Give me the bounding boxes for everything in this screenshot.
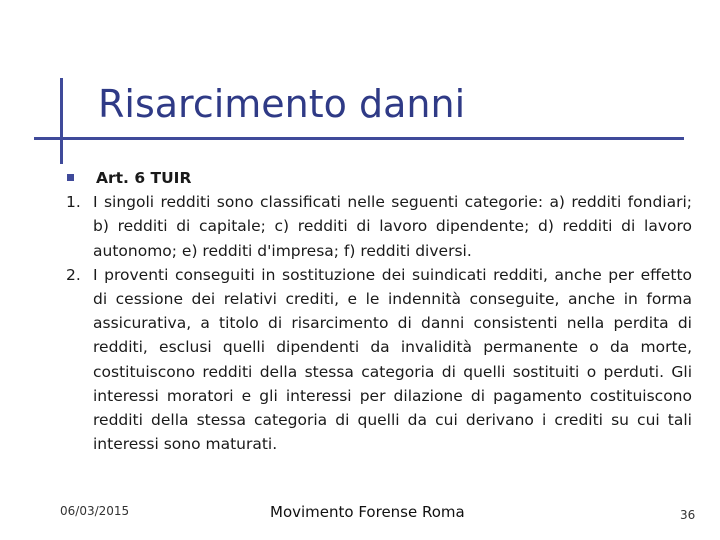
- footer-organization: Movimento Forense Roma: [270, 503, 465, 521]
- title-vertical-rule: [60, 78, 63, 164]
- list-item-text: I proventi conseguiti in sostituzione dei suindicati redditi, anche per effetto di cessione dei relativi crediti, e le indennità conseguite, anche in forma assicurativa, a titolo di risarcimento di danni consistenti nella perdita di redditi, esclusi quelli dipendenti da invalidità permanente o da morte, costituiscono redditi della stessa categoria di quelli sostituiti o perduti. Gli interessi moratori e gli interessi per dilazione di pagamento costituiscono redditi della stessa categoria di quelli da cui derivano i crediti su cui tali interessi sono maturati.: [93, 265, 692, 454]
- page-number: 36: [680, 508, 696, 522]
- list-item-number: 1.: [66, 193, 81, 212]
- square-bullet-icon: [67, 174, 74, 181]
- article-heading-row: [66, 166, 692, 190]
- slide-content: [66, 166, 692, 456]
- list-item-number: 2.: [66, 265, 81, 284]
- footer-date: 06/03/2015: [60, 504, 130, 518]
- list-item-2: [66, 263, 692, 457]
- list-item-text: I singoli redditi sono classificati nelle seguenti categorie: a) redditi fondiari; b) redditi di capitale; c) redditi di lavoro dipendente; d) redditi di lavoro autonomo; e) redditi d'impresa; f) redditi diversi.: [93, 193, 692, 260]
- slide-title: Risarcimento danni: [98, 82, 466, 126]
- title-horizontal-rule: [34, 137, 684, 140]
- list-item-1: [66, 190, 692, 263]
- article-heading: Art. 6 TUIR: [96, 169, 192, 187]
